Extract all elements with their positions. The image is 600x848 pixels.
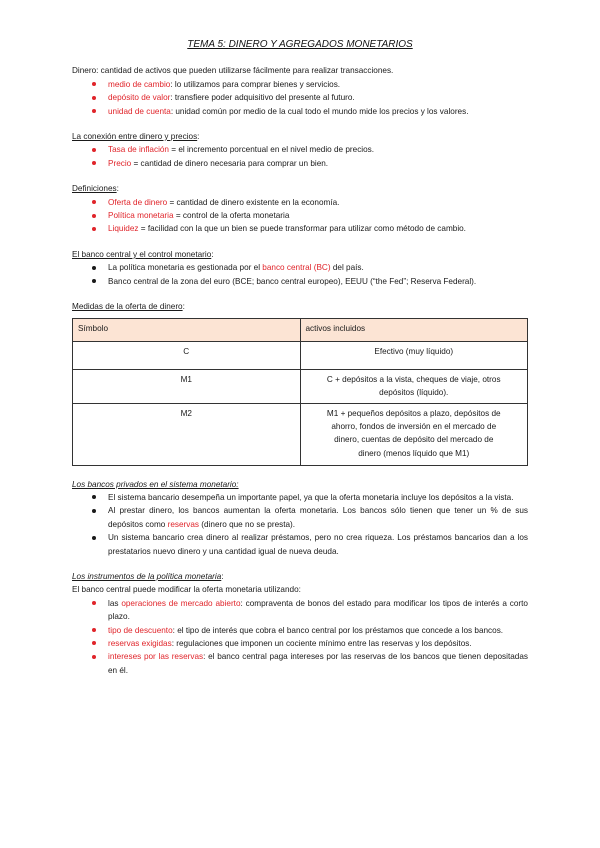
table-cell-symbol: C: [73, 341, 301, 369]
term: intereses por las reservas: [108, 652, 204, 662]
list-item: La política monetaria es gestionada por el banco central (BC) del país.: [72, 261, 528, 274]
table-row: [73, 369, 528, 403]
list-item: Banco central de la zona del euro (BCE; banco central europeo), EEUU (“the Fed”; Reserva Federal).: [72, 275, 528, 288]
list-item: [72, 209, 528, 222]
term: Oferta de dinero: [108, 197, 168, 207]
table-row: [73, 403, 528, 465]
term: tipo de descuento: [108, 625, 173, 635]
term: reservas exigidas: [108, 638, 172, 648]
list-item: [72, 222, 528, 235]
list-item: [72, 143, 528, 156]
list-item: las operaciones de mercado abierto: compraventa de bonos del estado para modificar los tipos de interés a corto plazo.: [72, 597, 528, 624]
list-item: [72, 157, 528, 170]
term: Tasa de inflación: [108, 145, 169, 155]
definiciones-list: [72, 196, 528, 236]
list-item: [72, 105, 528, 118]
list-item: [72, 650, 528, 677]
page-title: TEMA 5: DINERO Y AGREGADOS MONETARIOS: [187, 39, 413, 50]
term-description: = cantidad de dinero existente en la economía.: [167, 197, 340, 207]
dinero-functions-list: [72, 78, 528, 118]
term: Precio: [108, 158, 132, 168]
term-description: = el incremento porcentual en el nivel medio de precios.: [169, 145, 375, 155]
list-item: El sistema bancario desempeña un importante papel, ya que la oferta monetaria incluye los depósitos a la vista.: [72, 491, 528, 504]
term-description: : el banco central paga intereses por las reservas de los bancos que tienen depositadas en él.: [108, 652, 528, 675]
section-heading-banco-central: El banco central y el control monetario:: [72, 249, 214, 259]
term-description: = facilidad con la que un bien se puede transformar para utilizar como método de cambio.: [138, 224, 466, 234]
list-item: [72, 196, 528, 209]
term-description: : el tipo de interés que cobra el banco central por los préstamos que concede a los bancos.: [172, 625, 504, 635]
term: medio de cambio: [108, 79, 171, 89]
dinero-definition: Dinero: cantidad de activos que pueden utilizarse fácilmente para realizar transacciones.: [72, 66, 394, 76]
column-header: Símbolo: [73, 318, 301, 341]
term: reservas: [167, 519, 200, 529]
list-item: [72, 637, 528, 650]
term-description: : unidad común por medio de la cual todo el mundo mide los precios y los valores.: [170, 106, 469, 116]
table-row: [73, 341, 528, 369]
section-heading-instrumentos: Los instrumentos de la política monetaria:: [72, 571, 224, 581]
term-description: = cantidad de dinero necesaria para comprar un bien.: [131, 158, 329, 168]
list-item: Un sistema bancario crea dinero al realizar préstamos, pero no crea riqueza. Los préstamos bancarios dan a los prestatarios nuevo dinero y una cantidad igual de nueva deuda.: [72, 531, 528, 558]
banco-central-list: [72, 261, 528, 288]
table-cell-assets: M1 + pequeños depósitos a plazo, depósitos de ahorro, fondos de inversión en el mercado de dinero, cuentas de depósito del mercado de dinero (menos líquido que M1): [300, 403, 528, 465]
term: Liquidez: [108, 224, 139, 234]
instrumentos-intro: El banco central puede modificar la oferta monetaria utilizando:: [72, 585, 301, 595]
term-description: = control de la oferta monetaria: [173, 211, 290, 221]
money-supply-table: [72, 318, 528, 466]
section-heading-medidas: Medidas de la oferta de dinero:: [72, 302, 185, 312]
section-heading-definiciones: Definiciones:: [72, 184, 119, 194]
term: depósito de valor: [108, 93, 171, 103]
table-cell-symbol: M2: [73, 403, 301, 465]
list-item: [72, 624, 528, 637]
table-cell-symbol: M1: [73, 369, 301, 403]
term-description: : transfiere poder adquisitivo del presente al futuro.: [170, 93, 355, 103]
instrumentos-list: [72, 597, 528, 677]
bancos-privados-list: [72, 491, 528, 558]
table-cell-assets: Efectivo (muy líquido): [300, 341, 528, 369]
term: unidad de cuenta: [108, 106, 171, 116]
term-description: : lo utilizamos para comprar bienes y servicios.: [170, 79, 341, 89]
list-item: [72, 91, 528, 104]
term: operaciones de mercado abierto: [121, 598, 241, 608]
conexion-list: [72, 143, 528, 170]
table-cell-assets: C + depósitos a la vista, cheques de viaje, otros depósitos (líquido).: [300, 369, 528, 403]
term-description: : regulaciones que imponen un cociente mínimo entre las reservas y los depósitos.: [171, 638, 472, 648]
term: banco central (BC): [262, 263, 331, 273]
section-heading-bancos-privados: Los bancos privados en el sistema monetario:: [72, 479, 239, 489]
list-item: [72, 78, 528, 91]
term-description: : compraventa de bonos del estado para modificar los tipos de interés a corto plazo.: [108, 598, 528, 622]
column-header: activos incluidos: [300, 318, 528, 341]
table-header-row: [73, 318, 528, 341]
section-heading-conexion: La conexión entre dinero y precios:: [72, 132, 200, 142]
list-item: Al prestar dinero, los bancos aumentan la oferta monetaria. Los bancos sólo tienen que tener un % de sus depósitos como reservas (dinero que no se presta).: [72, 504, 528, 531]
term: Política monetaria: [108, 211, 174, 221]
